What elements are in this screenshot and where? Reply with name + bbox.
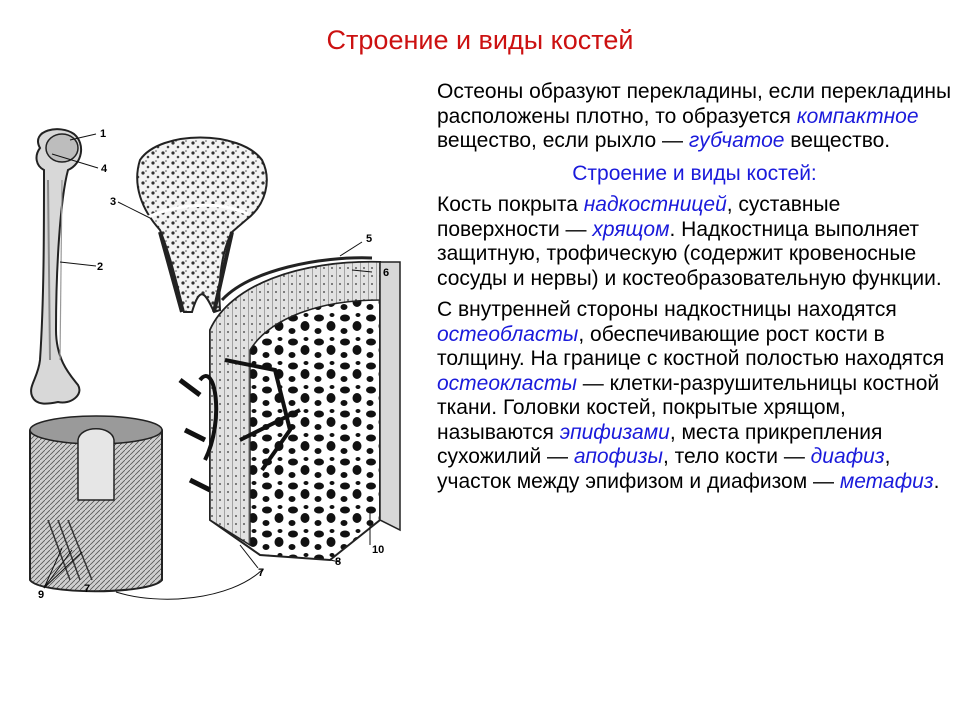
text-span: — клетки-разрушительницы костной ткани. Головки костей, покрытые хрящом, называются — [437, 371, 940, 444]
label-4: 4 — [101, 163, 108, 175]
text-column — [437, 80, 952, 501]
label-6: 6 — [383, 267, 390, 279]
term-apophyses: апофизы — [573, 445, 663, 468]
text-span: , тело кости — — [663, 445, 811, 468]
label-10: 10 — [372, 544, 385, 556]
paragraph-periosteum — [437, 193, 952, 291]
term-cartilage: хрящом — [592, 217, 670, 241]
page-title: Строение и виды костей — [326, 25, 634, 55]
label-1: 1 — [100, 128, 107, 140]
term-compact: компактное — [796, 104, 919, 128]
text-span: вещество. — [784, 129, 891, 152]
text-span: . Надкостница выполняет защитную, трофическую (содержит кровеносные сосуды и нервы) и костеобразовательную функции. — [437, 217, 942, 290]
label-3: 3 — [110, 196, 117, 208]
text-span: Кость покрыта — [437, 193, 584, 216]
bone-tube-illustration — [30, 416, 162, 591]
paragraph-cells — [437, 298, 952, 494]
term-epiphyses: эпифизами — [559, 420, 670, 444]
label-2: 2 — [97, 261, 104, 273]
text-span: . — [933, 469, 940, 493]
term-diaphysis: диафиз — [810, 445, 885, 468]
text-span: , суставные поверхности — — [437, 193, 841, 241]
term-metaphysis: метафиз — [839, 469, 934, 493]
text-span: вещество, если рыхло — — [437, 129, 689, 152]
text-span: , места прикрепления сухожилий — — [437, 420, 883, 468]
label-7-left: 7 — [84, 583, 91, 595]
text-span: Остеоны образуют перекладины, если перекладины расположены плотно, то образуется — [437, 80, 952, 128]
term-osteoclasts: остеокласты — [437, 371, 577, 395]
text-span: С внутренней стороны надкостницы находятся — [437, 298, 897, 321]
bone-structure-figure — [0, 120, 430, 620]
long-bone-illustration — [31, 129, 81, 403]
term-osteoblasts: остеобласты — [437, 322, 579, 346]
paragraph-osteons — [437, 80, 952, 154]
label-5: 5 — [366, 233, 373, 245]
subheading: Строение и виды костей: — [572, 161, 817, 185]
epiphysis-section-illustration — [137, 138, 267, 313]
label-9: 9 — [38, 589, 45, 601]
text-span: , обеспечивающие рост кости в толщину. На границе с костной полостью находятся — [437, 322, 945, 370]
label-8: 8 — [335, 556, 342, 568]
text-span: , участок между эпифизом и диафизом — — [437, 445, 891, 493]
term-spongy: губчатое — [688, 129, 785, 152]
label-7-right: 7 — [258, 567, 265, 579]
term-periosteum: надкостницей — [583, 193, 727, 216]
